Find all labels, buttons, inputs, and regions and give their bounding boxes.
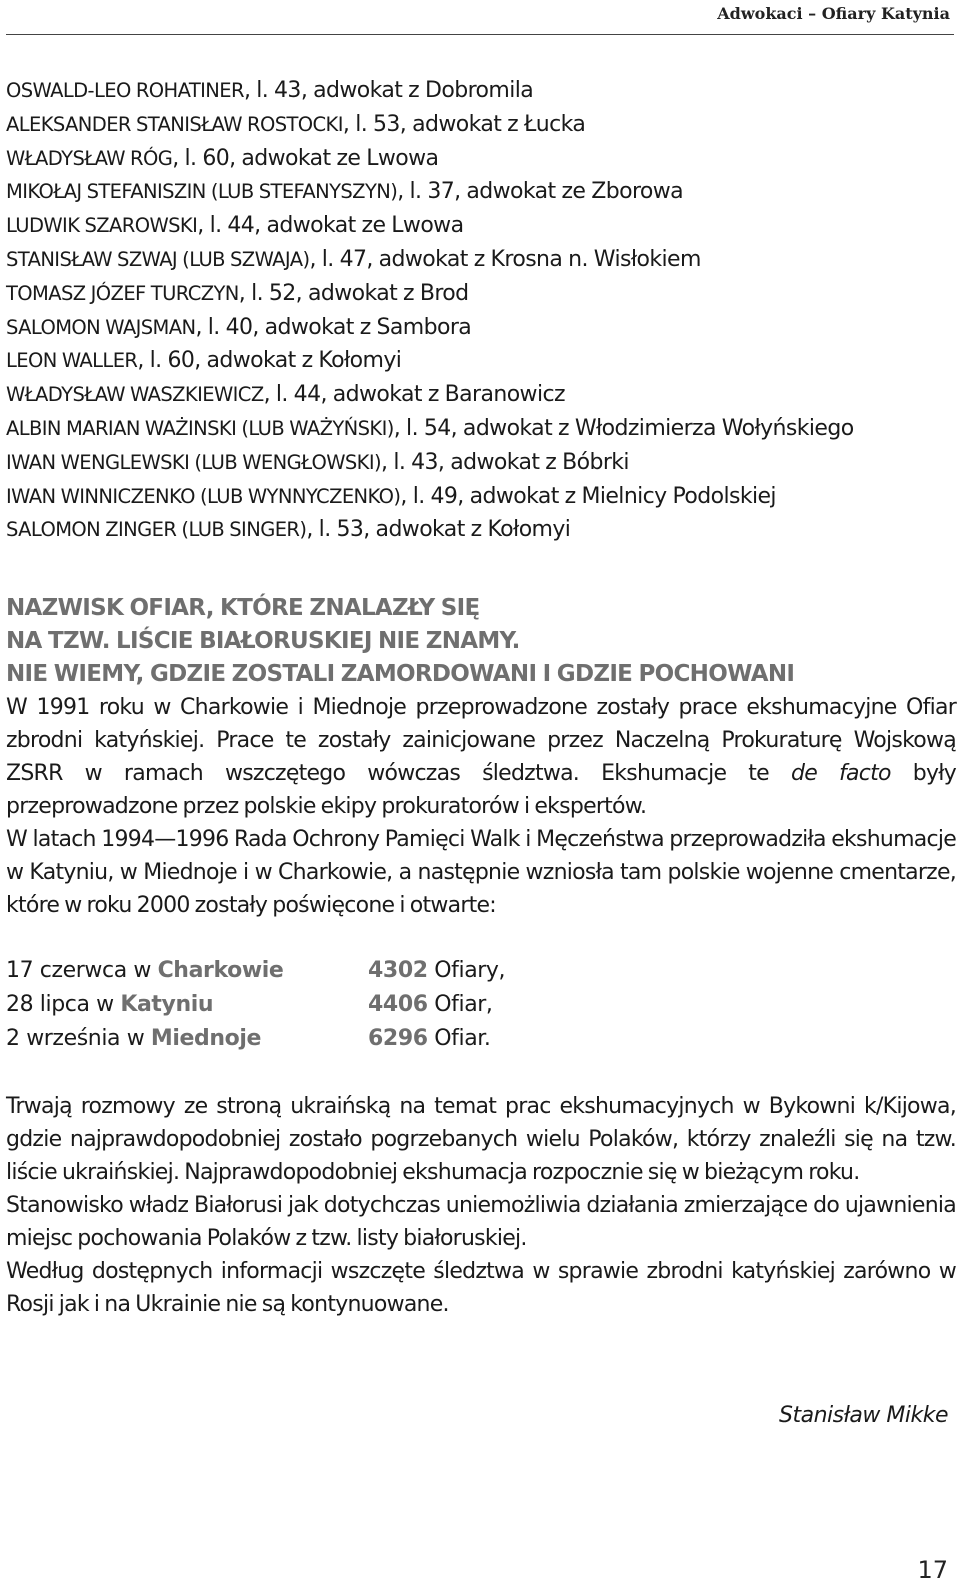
victim-entry (6, 480, 956, 514)
author-signature: Stanisław Mikke (779, 1403, 948, 1428)
victim-details: , l. 49, adwokat z Mielnicy Podolskiej (400, 483, 776, 509)
stat-count (368, 988, 493, 1022)
stat-number: 6296 (368, 1026, 428, 1051)
stat-date (6, 954, 283, 988)
victim-details: , l. 53, adwokat z Kołomyi (306, 517, 571, 543)
stat-date-text: 2 września w (6, 1026, 151, 1051)
victim-details: , l. 37, adwokat ze Zborowa (397, 179, 684, 205)
stat-count (368, 1022, 491, 1056)
victim-entry (6, 74, 956, 108)
running-header (0, 0, 960, 40)
victim-entry (6, 243, 956, 277)
stat-number: 4406 (368, 992, 428, 1017)
victim-details: , l. 60, adwokat z Kołomyi (137, 348, 402, 374)
section-heading-line: NAZWISK OFIAR, KTÓRE ZNALAZŁY SIĘ (6, 595, 480, 621)
paragraph-text: W 1991 roku w Charkowie i Miednoje przeprowadzone zostały prace ekshumacyjne Ofiar zbrodni katyńskiej. Prace te zostały zainicjowane przez Naczelną Prokuraturę Wojskową ZSRR w ramach wszczętego wówczas śledztwa. Ekshumacje te (6, 695, 956, 786)
victim-entry (6, 209, 956, 243)
victim-name: STANISŁAW SZWAJ (LUB SZWAJA) (6, 247, 310, 271)
victim-entry (6, 378, 956, 412)
stat-number: 4302 (368, 958, 428, 983)
page-number: 17 (917, 1556, 948, 1584)
stat-place: Miednoje (150, 1026, 262, 1051)
victim-name: WŁADYSŁAW WASZKIEWICZ (6, 383, 264, 407)
stat-date (6, 988, 213, 1022)
victim-details: , l. 44, adwokat ze Lwowa (197, 213, 464, 239)
victim-entry (6, 311, 956, 345)
section-heading-line: NA TZW. LIŚCIE BIAŁORUSKIEJ NIE ZNAMY. (6, 628, 520, 654)
header-title: Adwokaci – Ofiary Katynia (717, 4, 950, 23)
victim-details: , l. 53, adwokat z Łucka (342, 111, 586, 137)
victim-name: IWAN WENGLEWSKI (LUB WENGŁOWSKI) (6, 450, 382, 474)
stat-row (6, 1022, 606, 1056)
victim-name: LEON WALLER (6, 349, 138, 373)
cemetery-stats (6, 954, 606, 1056)
victim-entry (6, 412, 956, 446)
closing-paragraph: Trwają rozmowy ze stroną ukraińską na temat prac ekshumacyjnych w Bykowni k/Kijowa, gdzie najprawdopodobniej zostało pogrzebanych wielu Polaków, którzy znaleźli się na tzw. liście ukraińskiej. Najprawdopodobniej ekshumacja rozpocznie się w bieżącym roku. (6, 1094, 956, 1185)
victim-entry (6, 175, 956, 209)
stat-unit: Ofiar, (427, 992, 493, 1017)
stat-unit: Ofiary, (427, 958, 506, 983)
stat-count (368, 954, 505, 988)
victim-name: SALOMON ZINGER (LUB SINGER) (6, 518, 307, 542)
victim-details: , l. 43, adwokat z Bóbrki (381, 449, 629, 475)
victim-entry (6, 277, 956, 311)
victim-details: , l. 54, adwokat z Włodzimierza Wołyńskiego (393, 415, 854, 441)
stat-row (6, 988, 606, 1022)
latin-phrase: de facto (790, 761, 891, 786)
victim-name: LUDWIK SZAROWSKI (6, 214, 198, 238)
victim-entry (6, 344, 956, 378)
stat-place: Katyniu (120, 992, 214, 1017)
victim-name: IWAN WINNICZENKO (LUB WYNNYCZENKO) (6, 484, 401, 508)
stat-row (6, 954, 606, 988)
closing-section (6, 1090, 956, 1321)
victim-entry (6, 142, 956, 176)
stat-date (6, 1022, 261, 1056)
stat-place: Charkowie (157, 958, 284, 983)
exhumation-paragraph (6, 691, 956, 823)
victim-list (6, 74, 956, 547)
exhumation-section (6, 592, 956, 922)
closing-paragraph: Stanowisko władz Białorusi jak dotychczas uniemożliwia działania zmierzające do ujawnienia miejsc pochowania Polaków z tzw. listy białoruskiej. (6, 1193, 956, 1251)
victim-name: TOMASZ JÓZEF TURCZYN (6, 281, 239, 305)
paragraph-text: były przeprowadzone przez polskie ekipy prokuratorów i ekspertów. (6, 761, 956, 819)
victim-details: , l. 52, adwokat z Brod (238, 280, 469, 306)
victim-details: , l. 47, adwokat z Krosna n. Wisłokiem (309, 246, 701, 272)
stat-date-text: 17 czerwca w (6, 958, 158, 983)
victim-details: , l. 60, adwokat ze Lwowa (172, 145, 439, 171)
victim-name: WŁADYSŁAW RÓG (6, 146, 173, 170)
closing-paragraph: Według dostępnych informacji wszczęte śledztwa w sprawie zbrodni katyńskiej zarówno w Rosji jak i na Ukrainie nie są kontynuowane. (6, 1259, 956, 1317)
victim-entry (6, 108, 956, 142)
stat-unit: Ofiar. (427, 1026, 491, 1051)
cemeteries-paragraph: W latach 1994—1996 Rada Ochrony Pamięci Walk i Męczeństwa przeprowadziła ekshumacje w Katyniu, w Miednoje i w Charkowie, a następnie wzniosła tam polskie wojenne cmentarze, które w roku 2000 zostały poświęcone i otwarte: (6, 827, 956, 918)
section-heading-line: NIE WIEMY, GDZIE ZOSTALI ZAMORDOWANI I GDZIE POCHOWANI (6, 661, 795, 687)
victim-name: MIKOŁAJ STEFANISZIN (LUB STEFANYSZYN) (6, 180, 398, 204)
victim-entry (6, 446, 956, 480)
victim-entry (6, 513, 956, 547)
victim-details: , l. 44, adwokat z Baranowicz (263, 382, 565, 408)
victim-details: , l. 43, adwokat z Dobromila (243, 78, 534, 103)
victim-name: OSWALD-LEO ROHATINER (6, 79, 244, 102)
victim-name: ALEKSANDER STANISŁAW ROSTOCKI (6, 112, 343, 136)
victim-name: ALBIN MARIAN WAŻINSKI (LUB WAŻYŃSKI) (6, 416, 394, 440)
victim-name: SALOMON WAJSMAN (6, 315, 196, 339)
victim-details: , l. 40, adwokat z Sambora (195, 314, 472, 340)
stat-date-text: 28 lipca w (6, 992, 121, 1017)
header-rule (6, 34, 954, 35)
